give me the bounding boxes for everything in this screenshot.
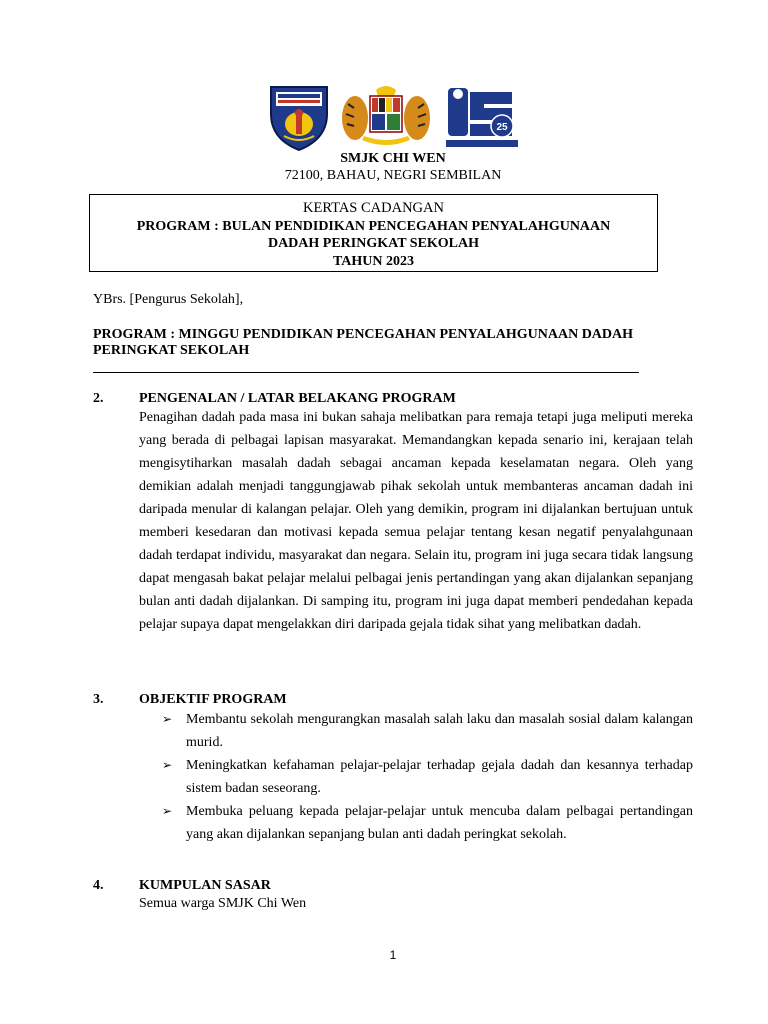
title-line-year: TAHUN 2023: [332, 253, 415, 269]
arrow-bullet-icon: ➢: [162, 804, 173, 818]
school-address: 72100, BAHAU, NEGRI SEMBILAN: [284, 168, 502, 183]
list-item: [160, 800, 693, 846]
page-number: 1: [389, 948, 397, 962]
title-line-program-cont: DADAH PERINGKAT SEKOLAH: [267, 236, 480, 251]
section-3-number: 3.: [93, 692, 104, 707]
svg-text:25: 25: [496, 122, 508, 133]
salutation: YBrs. [Pengurus Sekolah],: [93, 292, 244, 307]
section-2-title: PENGENALAN / LATAR BELAKANG PROGRAM: [139, 391, 456, 406]
arrow-bullet-icon: ➢: [162, 712, 173, 726]
school-crest-logo: [268, 84, 330, 152]
header-logos: [268, 84, 518, 152]
list-item: [160, 708, 693, 754]
section-3-title: OBJEKTIF PROGRAM: [139, 692, 287, 707]
school-name: SMJK CHI WEN: [340, 151, 446, 166]
malaysia-coat-of-arms-logo: [338, 84, 434, 152]
objective-text: Membantu sekolah mengurangkan masalah salah laku dan masalah sosial dalam kalangan murid.: [186, 712, 693, 750]
objectives-list: [160, 708, 693, 846]
section-4-number: 4.: [93, 878, 104, 893]
section-4-title: KUMPULAN SASAR: [139, 878, 271, 893]
arrow-bullet-icon: ➢: [162, 758, 173, 772]
objective-text: Membuka peluang kepada pelajar-pelajar untuk mencuba dalam pelbagai pertandingan yang akan dijalankan sepanjang bulan anti dadah peringkat sekolah.: [186, 804, 693, 842]
proposal-title-box: [89, 194, 658, 272]
section-4-body: Semua warga SMJK Chi Wen: [139, 896, 307, 911]
list-item: [160, 754, 693, 800]
title-line-kertas-cadangan: KERTAS CADANGAN: [303, 200, 444, 216]
section-2-number: 2.: [93, 391, 104, 406]
objective-text: Meningkatkan kefahaman pelajar-pelajar terhadap gejala dadah dan kesannya terhadap sistem badan seseorang.: [186, 758, 693, 796]
title-line-program: PROGRAM : BULAN PENDIDIKAN PENCEGAHAN PENYALAHGUNAAN: [136, 218, 611, 234]
section-2-body: Penagihan dadah pada masa ini bukan sahaja melibatkan para remaja tetapi juga meliputi mereka yang berada di pelbagai lapisan masyarakat. Memandangkan kepada senario ini, kerajaan telah mengisytiharkan masalah dadah sebagai ancaman kepada keselamatan negara. Oleh yang demikian adalah menjadi tanggungjawab pihak sekolah untuk membanteras ancaman dadah ini daripada menular di kalangan pelajar. Oleh yang demikin, program ini dijalankan bertujuan untuk memberi kesedaran dan motivasi kepada semua pelajar tentang kesan negatif penyalahgunaan dadah terdapat individu, masyarakat dan negara. Selain itu, program ini juga secara tidak langsung dapat mengasah bakat pelajar melalui pelbagai jenis pertandingan yang akan dijalankan sepanjang bulan anti dadah dijalankan. Di samping itu, program ini juga dapat memberi pendedahan kepada pelajar supaya dapat mengelakkan diri daripada gejala tidak sihat yang melibatkan dadah.: [139, 410, 693, 632]
program-heading: PROGRAM : MINGGU PENDIDIKAN PENCEGAHAN PENYALAHGUNAAN DADAH PERINGKAT SEKOLAH: [93, 327, 634, 358]
ts25-logo: [446, 84, 518, 152]
heading-underline-divider: [93, 372, 639, 373]
